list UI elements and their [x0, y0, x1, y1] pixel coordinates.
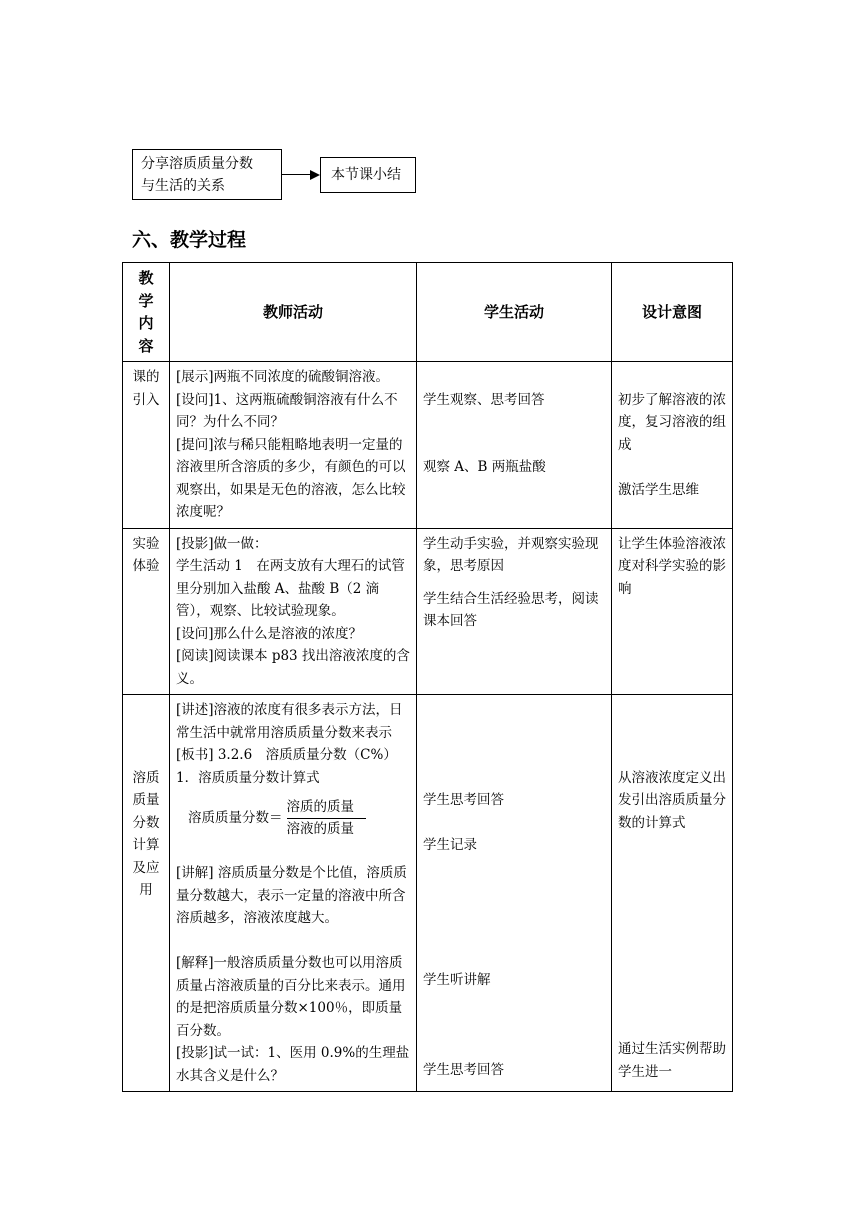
table-row	[123, 528, 733, 695]
teacher-paragraph: [投影]试一试：1、医用 0.9%的生理盐水其含义是什么？	[176, 1045, 410, 1084]
teacher-paragraph: [投影]做一做：	[176, 535, 268, 552]
flowchart-box-share	[132, 149, 282, 200]
intent-paragraph: 让学生体验溶液浓度对科学实验的影响	[618, 535, 726, 597]
header-student-activity: 学生活动	[417, 263, 612, 362]
table-row	[123, 362, 733, 529]
table-row	[123, 695, 733, 1092]
row-teacher-activity	[170, 695, 417, 1092]
mass-fraction-formula	[188, 797, 410, 840]
flowchart-box-summary-label: 本节课小结	[331, 167, 401, 183]
flowchart-arrow-head	[310, 170, 320, 180]
formula-lhs: 溶质质量分数＝	[188, 810, 283, 827]
teacher-paragraph: [讲述]溶液的浓度有很多表示方法，日常生活中就常用溶质质量分数来表示	[176, 702, 403, 741]
student-paragraph: 学生听讲解	[423, 971, 491, 988]
formula-numerator: 溶质的质量	[287, 797, 367, 819]
row-topic: 课的引入	[123, 362, 170, 529]
teacher-paragraph: [提问]浓与稀只能粗略地表明一定量的溶液里所含溶质的多少，有颜色的可以观察出，如果是无色的溶液，怎么比较浓度呢？	[176, 436, 406, 520]
intent-paragraph: 初步了解溶液的浓度，复习溶液的组成	[618, 391, 726, 453]
row-topic	[123, 695, 170, 1092]
header-teacher-activity: 教师活动	[170, 263, 417, 362]
student-paragraph: 学生结合生活经验思考，阅读课本回答	[423, 590, 599, 629]
student-paragraph: 学生观察、思考回答	[423, 391, 545, 408]
table-header-row	[123, 263, 733, 362]
formula-denominator: 溶液的质量	[286, 821, 354, 837]
teacher-paragraph: [设问]1、这两瓶硫酸铜溶液有什么不同？为什么不同？	[176, 391, 398, 430]
student-paragraph: 学生思考回答	[423, 1062, 504, 1078]
header-content-char: 学	[138, 291, 154, 310]
teaching-process-table	[122, 262, 733, 1092]
flowchart-box-share-line2: 与生活的关系	[141, 178, 225, 194]
flowchart-box-summary	[320, 157, 416, 193]
section-title: 六、教学过程	[132, 229, 247, 251]
row-topic: 实验体验	[123, 528, 170, 695]
row-design-intent	[612, 695, 733, 1092]
flowchart-box-share-line1: 分享溶质质量分数	[141, 156, 253, 172]
student-paragraph: 学生动手实验，并观察实验现象，思考原因	[423, 535, 599, 574]
intent-paragraph: 从溶液浓度定义出发引出溶质质量分数的计算式	[618, 769, 726, 831]
header-content-char: 教	[138, 269, 154, 287]
row-student-activity	[417, 695, 612, 1092]
teacher-paragraph: [板书] 3.2.6 溶质质量分数（C%）	[176, 747, 397, 763]
teacher-paragraph: 1．溶质质量分数计算式	[176, 769, 320, 786]
row-design-intent	[612, 362, 733, 529]
header-teaching-content	[123, 263, 170, 362]
student-paragraph: 学生记录	[423, 837, 477, 853]
row-student-activity	[417, 528, 612, 695]
teacher-paragraph: [讲解] 溶质质量分数是个比值，溶质质量分数越大，表示一定量的溶液中所含溶质越多，溶液浓度越大。	[176, 865, 407, 926]
teacher-paragraph: 学生活动 1 在两支放有大理石的试管里分别加入盐酸 A、盐酸 B（2 滴管），观察、比较试验现象。	[176, 558, 405, 619]
intent-paragraph: 通过生活实例帮助学生进一	[618, 1041, 726, 1080]
intent-paragraph: 激活学生思维	[618, 481, 699, 498]
row-teacher-activity	[170, 362, 417, 529]
header-design-intent: 设计意图	[612, 263, 733, 362]
row-teacher-activity	[170, 528, 417, 695]
header-content-char: 容	[138, 336, 154, 355]
flowchart-arrow-line	[282, 174, 312, 175]
row-student-activity	[417, 362, 612, 529]
student-paragraph: 学生思考回答	[423, 792, 504, 808]
row-design-intent	[612, 528, 733, 695]
student-paragraph: 观察 A、B 两瓶盐酸	[423, 459, 546, 475]
formula-fraction	[287, 797, 367, 840]
teacher-paragraph: [设问]那么什么是溶液的浓度？	[176, 625, 363, 642]
header-content-char: 内	[138, 314, 154, 332]
teacher-paragraph: [阅读]阅读课本 p83 找出溶液浓度的含义。	[176, 648, 410, 687]
row-topic-label: 溶质质量分数计算及应用	[132, 769, 160, 898]
teacher-paragraph: [解释]一般溶质质量分数也可以用溶质质量占溶液质量的百分比来表示。通用的是把溶质质量分数×100％，即质量百分数。	[176, 955, 406, 1039]
teacher-paragraph: [展示]两瓶不同浓度的硫酸铜溶液。	[176, 369, 390, 385]
